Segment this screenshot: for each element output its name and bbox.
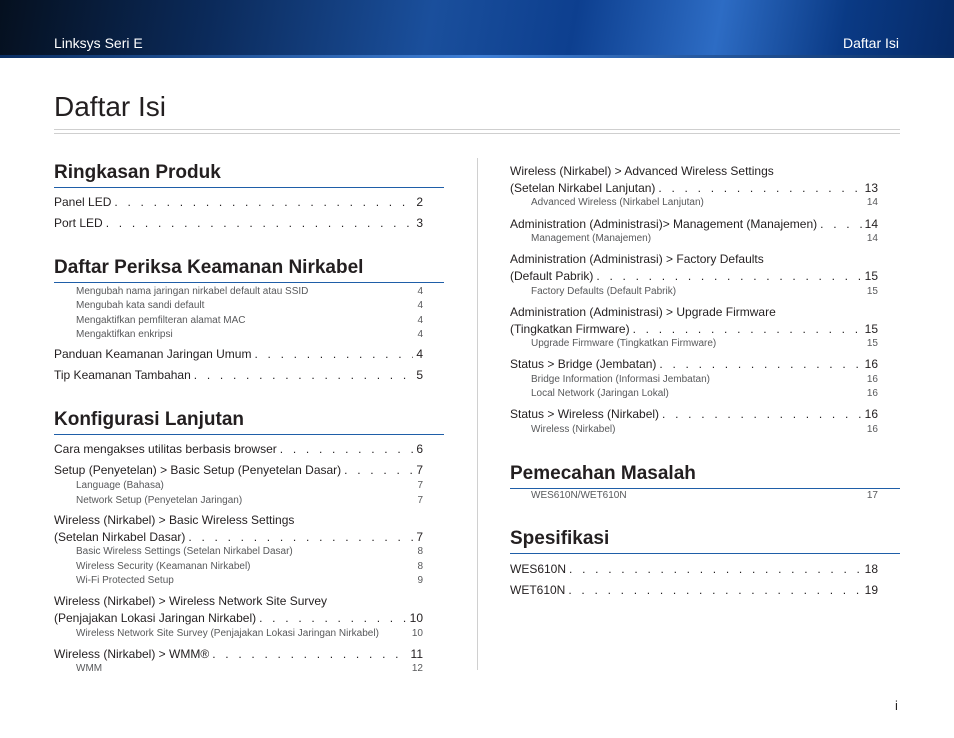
toc-subentry-label: Network Setup (Penyetelan Jaringan) [76, 495, 243, 506]
toc-subentry-page: 16 [866, 424, 878, 435]
toc-entry[interactable] [54, 646, 423, 663]
toc-entry[interactable] [54, 215, 423, 232]
toc-subentry[interactable] [76, 574, 423, 588]
column-divider [477, 158, 478, 670]
toc-page-number: 14 [864, 217, 878, 231]
toc-entry-label: Setup (Penyetelan) > Basic Setup (Penyetelan Dasar) [54, 463, 342, 477]
toc-entry-label: Port LED [54, 216, 103, 230]
toc-subentry-label: Wireless (Nirkabel) [531, 424, 616, 435]
toc-entry-label-line1: Wireless (Nirkabel) > Wireless Network Site Survey [54, 594, 328, 608]
toc-subentry[interactable] [531, 196, 878, 210]
dot-leader [212, 646, 407, 663]
toc-subentry-label: Local Network (Jaringan Lokal) [531, 388, 669, 399]
toc-page-number: 7 [416, 463, 423, 477]
toc-subentry[interactable] [76, 285, 423, 299]
product-series-label: Linksys Seri E [54, 35, 143, 51]
toc-entry-label-line1: Administration (Administrasi) > Factory Defaults [510, 252, 764, 266]
toc-subentry-page: 4 [417, 329, 423, 340]
toc-entry-label: (Setelan Nirkabel Dasar) [54, 530, 186, 544]
toc-subentry-page: 10 [411, 628, 423, 639]
header-section-label: Daftar Isi [842, 35, 899, 51]
toc-subentry-page: 14 [866, 197, 878, 208]
section-heading-konfigurasi-lanjutan: Konfigurasi Lanjutan [54, 408, 444, 435]
toc-subentry[interactable] [76, 479, 423, 493]
toc-entry-label: Panduan Keamanan Jaringan Umum [54, 347, 252, 361]
toc-entry-label: WES610N [510, 562, 567, 576]
section-heading-daftar-periksa: Daftar Periksa Keamanan Nirkabel [54, 256, 444, 283]
toc-subentry-label: Factory Defaults (Default Pabrik) [531, 286, 677, 297]
toc-subentry-page: 7 [417, 480, 423, 491]
toc-entry[interactable] [510, 406, 878, 423]
toc-entry-label: Status > Bridge (Jembatan) [510, 357, 657, 371]
toc-subentry[interactable] [531, 337, 878, 351]
toc-subentry[interactable] [531, 373, 878, 387]
toc-subentry[interactable] [76, 627, 423, 641]
toc-subentry[interactable] [76, 299, 423, 313]
dot-leader [662, 406, 862, 423]
toc-subentry[interactable] [76, 314, 423, 328]
toc-subentry-page: 12 [411, 663, 423, 674]
toc-entry[interactable] [54, 441, 423, 458]
toc-subentry[interactable] [531, 489, 878, 503]
toc-entry[interactable] [54, 512, 423, 546]
toc-subentry-label: Basic Wireless Settings (Setelan Nirkabel Dasar) [76, 546, 293, 557]
toc-entry[interactable] [510, 304, 878, 338]
toc-entry-label: (Setelan Nirkabel Lanjutan) [510, 181, 656, 195]
toc-page-number: 18 [864, 562, 878, 576]
toc-page-number: 16 [864, 407, 878, 421]
toc-entry-label: Cara mengakses utilitas berbasis browser [54, 442, 277, 456]
toc-entry[interactable] [54, 367, 423, 384]
toc-page-number: 7 [416, 530, 423, 544]
dot-leader [259, 610, 407, 627]
toc-page-number: 15 [864, 322, 878, 336]
dot-leader [568, 582, 861, 599]
toc-entry-label-line1: Wireless (Nirkabel) > Basic Wireless Settings [54, 513, 295, 527]
toc-subentry-label: WES610N/WET610N [531, 490, 627, 501]
toc-entry[interactable] [54, 593, 423, 627]
toc-entry[interactable] [510, 163, 878, 197]
toc-page-number: 3 [416, 216, 423, 230]
toc-subentry[interactable] [76, 494, 423, 508]
dot-leader [658, 180, 861, 197]
dot-leader [569, 561, 862, 578]
toc-subentry-page: 4 [417, 315, 423, 326]
dot-leader [106, 215, 414, 232]
toc-entry-label: WET610N [510, 583, 566, 597]
toc-entry[interactable] [54, 346, 423, 363]
toc-subentry-page: 15 [866, 286, 878, 297]
toc-subentry[interactable] [531, 387, 878, 401]
toc-entry-label: Administration (Administrasi)> Management (Manajemen) [510, 217, 818, 231]
toc-subentry-label: WMM [76, 663, 103, 674]
toc-entry[interactable] [510, 356, 878, 373]
toc-page-number: 15 [864, 269, 878, 283]
toc-entry-label: Wireless (Nirkabel) > WMM® [54, 647, 210, 661]
toc-subentry[interactable] [76, 662, 423, 676]
toc-page-number: 11 [410, 647, 423, 661]
toc-subentry[interactable] [531, 232, 878, 246]
toc-subentry-label: Advanced Wireless (Nirkabel Lanjutan) [531, 197, 704, 208]
toc-entry[interactable] [54, 462, 423, 479]
title-rule [54, 129, 900, 130]
toc-subentry[interactable] [531, 285, 878, 299]
toc-subentry-label: Mengubah nama jaringan nirkabel default atau SSID [76, 286, 309, 297]
toc-page-number: 5 [416, 368, 423, 382]
toc-page-number: 13 [864, 181, 878, 195]
toc-subentry-page: 16 [866, 388, 878, 399]
dot-leader [194, 367, 414, 384]
page-title: Daftar Isi [54, 91, 167, 122]
toc-page-number: 10 [409, 611, 423, 625]
dot-leader [254, 346, 413, 363]
toc-entry-label: (Default Pabrik) [510, 269, 594, 283]
toc-subentry-label: Mengaktifkan pemfilteran alamat MAC [76, 315, 246, 326]
toc-subentry-label: Mengaktifkan enkripsi [76, 329, 173, 340]
toc-entry-label-line1: Wireless (Nirkabel) > Advanced Wireless Settings [510, 164, 774, 178]
toc-subentry-page: 17 [866, 490, 878, 501]
toc-page-number: 6 [416, 442, 423, 456]
toc-entry[interactable] [54, 194, 423, 211]
toc-entry-label-line1: Administration (Administrasi) > Upgrade Firmware [510, 305, 776, 319]
toc-page-number: 4 [416, 347, 423, 361]
toc-entry-label: (Tingkatkan Firmware) [510, 322, 630, 336]
toc-subentry-page: 8 [417, 561, 423, 572]
toc-subentry-page: 4 [417, 300, 423, 311]
toc-subentry-label: Wireless Security (Keamanan Nirkabel) [76, 561, 251, 572]
dot-leader [659, 356, 861, 373]
toc-entry[interactable] [510, 216, 878, 233]
section-heading-spesifikasi: Spesifikasi [510, 527, 900, 554]
toc-subentry-page: 9 [417, 575, 423, 586]
dot-leader [596, 268, 861, 285]
toc-page-number: 2 [416, 195, 423, 209]
toc-subentry-label: Upgrade Firmware (Tingkatkan Firmware) [531, 338, 717, 349]
toc-subentry[interactable] [76, 560, 423, 574]
toc-entry-label: Tip Keamanan Tambahan [54, 368, 191, 382]
toc-subentry-label: Mengubah kata sandi default [76, 300, 205, 311]
dot-leader [820, 216, 862, 233]
toc-subentry-label: Bridge Information (Informasi Jembatan) [531, 374, 710, 385]
toc-subentry-label: Management (Manajemen) [531, 233, 652, 244]
toc-subentry-page: 4 [417, 286, 423, 297]
toc-subentry-label: Wireless Network Site Survey (Penjajakan Lokasi Jaringan Nirkabel) [76, 628, 379, 639]
toc-entry-label: Panel LED [54, 195, 112, 209]
dot-leader [633, 321, 862, 338]
section-heading-ringkasan-produk: Ringkasan Produk [54, 161, 444, 188]
dot-leader [114, 194, 413, 211]
toc-entry[interactable] [510, 561, 878, 578]
toc-page-number: 19 [864, 583, 878, 597]
dot-leader [280, 441, 414, 458]
toc-subentry-page: 7 [417, 495, 423, 506]
header-banner [0, 0, 954, 58]
toc-subentry-page: 8 [417, 546, 423, 557]
dot-leader [188, 529, 413, 546]
toc-subentry-label: Language (Bahasa) [76, 480, 164, 491]
toc-entry-label: Status > Wireless (Nirkabel) [510, 407, 660, 421]
toc-subentry[interactable] [76, 545, 423, 559]
dot-leader [344, 462, 413, 479]
toc-subentry[interactable] [76, 328, 423, 342]
toc-entry-label: (Penjajakan Lokasi Jaringan Nirkabel) [54, 611, 257, 625]
page-number: i [895, 698, 898, 713]
toc-subentry-page: 15 [866, 338, 878, 349]
toc-entry[interactable] [510, 582, 878, 599]
toc-subentry-page: 16 [866, 374, 878, 385]
toc-subentry-page: 14 [866, 233, 878, 244]
toc-entry[interactable] [510, 251, 878, 285]
title-rule [54, 133, 900, 134]
toc-subentry-label: Wi-Fi Protected Setup [76, 575, 174, 586]
section-heading-pemecahan-masalah: Pemecahan Masalah [510, 462, 900, 489]
toc-page-number: 16 [864, 357, 878, 371]
toc-subentry[interactable] [531, 423, 878, 437]
